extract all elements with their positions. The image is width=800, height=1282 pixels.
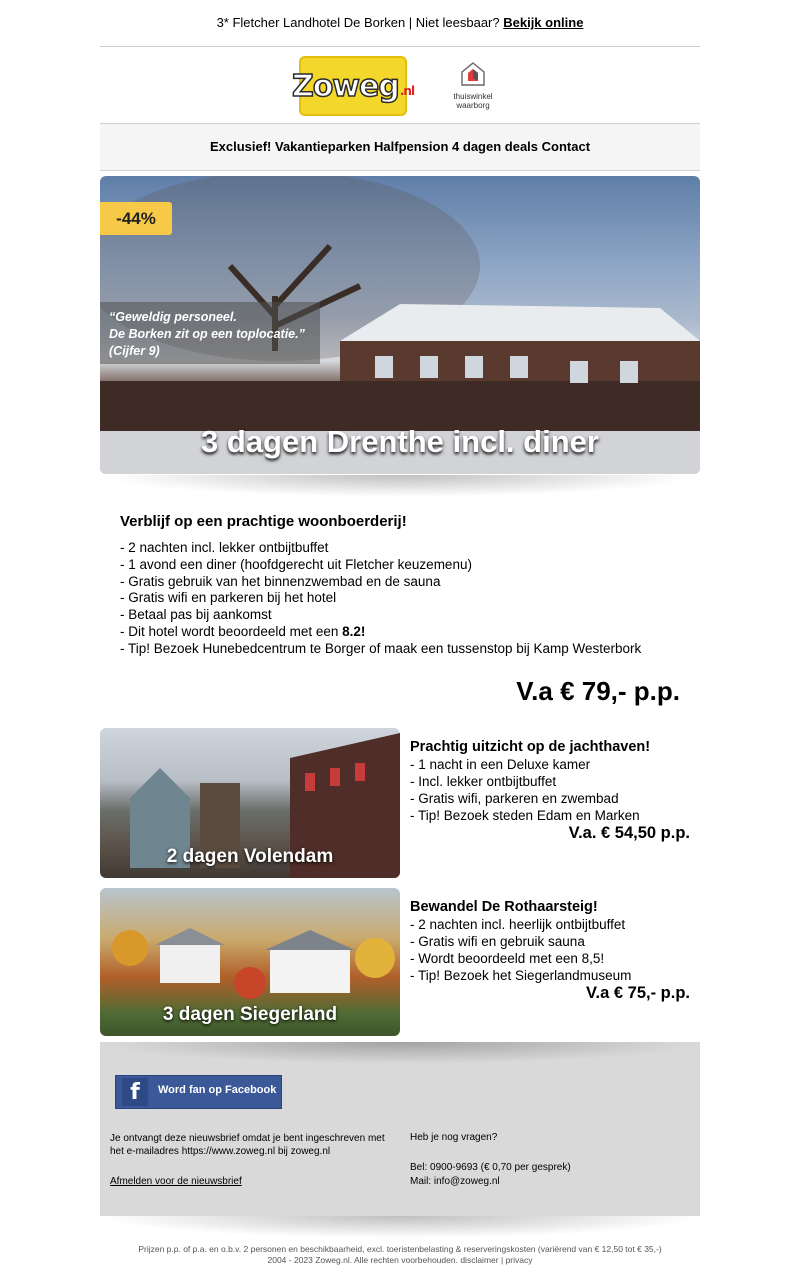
offer-image[interactable] <box>100 888 400 1036</box>
quote-line-1: “Geweldig personeel. <box>109 310 237 324</box>
view-online-link[interactable]: Bekijk online <box>503 15 584 30</box>
nav-bar <box>100 124 700 171</box>
offer-siegerland[interactable] <box>100 888 700 1036</box>
footer-shadow <box>100 1042 700 1064</box>
bullet: - Incl. lekker ontbijtbuffet <box>410 774 557 789</box>
questions-label: Heb je nog vragen? <box>410 1132 498 1143</box>
preheader <box>100 0 700 47</box>
quote-line-3: (Cijfer 9) <box>109 344 160 358</box>
tip-bullet: - Tip! Bezoek Hunebedcentrum te Borger of maak een tussenstop bij Kamp Westerbork <box>120 640 642 656</box>
rating-prefix: - Dit hotel wordt beoordeeld met een <box>120 623 343 639</box>
logo-suffix: .nl <box>399 84 415 98</box>
privacy-link[interactable]: privacy <box>505 1255 533 1265</box>
offer-text <box>410 738 690 824</box>
separator: | <box>500 1255 504 1265</box>
disclaimer-link[interactable]: disclaimer <box>460 1255 499 1265</box>
hero-banner[interactable] <box>100 176 700 474</box>
bullet: - 2 nachten incl. heerlijk ontbijtbuffet <box>410 917 626 932</box>
bullet: - Gratis wifi, parkeren en zwembad <box>410 791 619 806</box>
unsubscribe-link[interactable]: Afmelden voor de nieuwsbrief <box>110 1176 242 1187</box>
quote-line-2: De Borken zit op een toplocatie.” <box>109 327 305 341</box>
nav-item-vakantieparken[interactable]: Vakantieparken <box>275 139 371 154</box>
rating-value: 8.2! <box>342 623 366 639</box>
facebook-icon: f <box>122 1078 148 1106</box>
bullet: - Gratis gebruik van het binnenzwembad en de sauna <box>120 573 441 589</box>
offer-price[interactable]: V.a € 75,- p.p. <box>586 984 690 1002</box>
offer-price[interactable]: V.a. € 54,50 p.p. <box>568 824 690 842</box>
review-quote <box>100 302 320 364</box>
preheader-text: 3* Fletcher Landhotel De Borken | Niet leesbaar? <box>216 15 500 30</box>
badge-line1: thuiswinkel <box>453 92 493 101</box>
offer-volendam[interactable] <box>100 728 700 878</box>
rating-bullet <box>120 624 680 641</box>
main-offer-bullets <box>120 540 680 658</box>
bullet: - 1 nacht in een Deluxe kamer <box>410 757 591 772</box>
bullet: - Tip! Bezoek steden Edam en Marken <box>410 808 640 823</box>
mail-text[interactable]: Mail: info@zoweg.nl <box>410 1176 500 1187</box>
bullet: - Wordt beoordeeld met een 8,5! <box>410 951 605 966</box>
thuiswinkel-badge[interactable] <box>450 59 496 113</box>
logo-name: Zoweg <box>291 68 399 104</box>
legal-line-1: Prijzen p.p. of p.a. en o.b.v. 2 personen en beschikbaarheid, excl. toeristenbelasting & reserveringskosten (variërend van € 12,50 tot € 35,-) <box>138 1244 662 1254</box>
offer-heading: Prachtig uitzicht op de jachthaven! <box>410 739 651 755</box>
main-offer-heading: Verblijf op een prachtige woonboerderij! <box>120 513 407 530</box>
legal-text <box>0 1244 800 1266</box>
legal-line-2 <box>0 1255 800 1266</box>
phone-text: Bel: 0900-9693 (€ 0,70 per gesprek) <box>410 1162 571 1173</box>
main-offer <box>120 513 680 658</box>
subscribe-text: Je ontvangt deze nieuwsbrief omdat je bent ingeschreven met het e-mailadres https://www.zoweg.nl bij zoweg.nl <box>110 1133 385 1157</box>
divider-shadow <box>100 1216 700 1238</box>
offer-text <box>410 898 690 984</box>
contact-info <box>410 1131 690 1189</box>
house-icon <box>460 61 486 87</box>
nav-item-4-dagen-deals[interactable]: 4 dagen deals <box>452 139 539 154</box>
subscription-info <box>110 1132 390 1188</box>
offer-heading: Bewandel De Rothaarsteig! <box>410 899 598 915</box>
main-offer-price[interactable]: V.a € 79,- p.p. <box>516 676 680 706</box>
copyright: 2004 - 2023 Zoweg.nl. Alle rechten voorbehouden. <box>267 1255 458 1265</box>
offer-image[interactable] <box>100 728 400 878</box>
bullet: - Tip! Bezoek het Siegerlandmuseum <box>410 968 632 983</box>
zoweg-logo[interactable] <box>291 56 415 116</box>
divider-shadow <box>100 475 700 497</box>
facebook-button[interactable] <box>115 1075 282 1109</box>
badge-line2: waarborg <box>456 101 490 110</box>
logo-bar <box>100 47 700 124</box>
offer-image-title: 2 dagen Volendam <box>166 846 334 867</box>
nav-item-exclusief[interactable]: Exclusief! <box>209 139 272 154</box>
bullet: - Gratis wifi en parkeren bij het hotel <box>120 590 337 606</box>
hero-title: 3 dagen Drenthe incl. diner <box>201 424 599 459</box>
offer-image-title: 3 dagen Siegerland <box>162 1004 338 1025</box>
nav-item-halfpension[interactable]: Halfpension <box>374 139 449 154</box>
nav-item-contact[interactable]: Contact <box>541 139 591 154</box>
facebook-label: Word fan op Facebook <box>158 1084 277 1096</box>
footer <box>100 1042 700 1216</box>
bullet: - Gratis wifi en gebruik sauna <box>410 934 585 949</box>
bullet: - Betaal pas bij aankomst <box>120 607 272 623</box>
discount-badge: -44% <box>100 202 172 235</box>
bullet: - 1 avond een diner (hoofdgerecht uit Fletcher keuzemenu) <box>120 556 472 572</box>
bullet: - 2 nachten incl. lekker ontbijtbuffet <box>120 540 329 555</box>
newsletter-container <box>100 0 700 1187</box>
